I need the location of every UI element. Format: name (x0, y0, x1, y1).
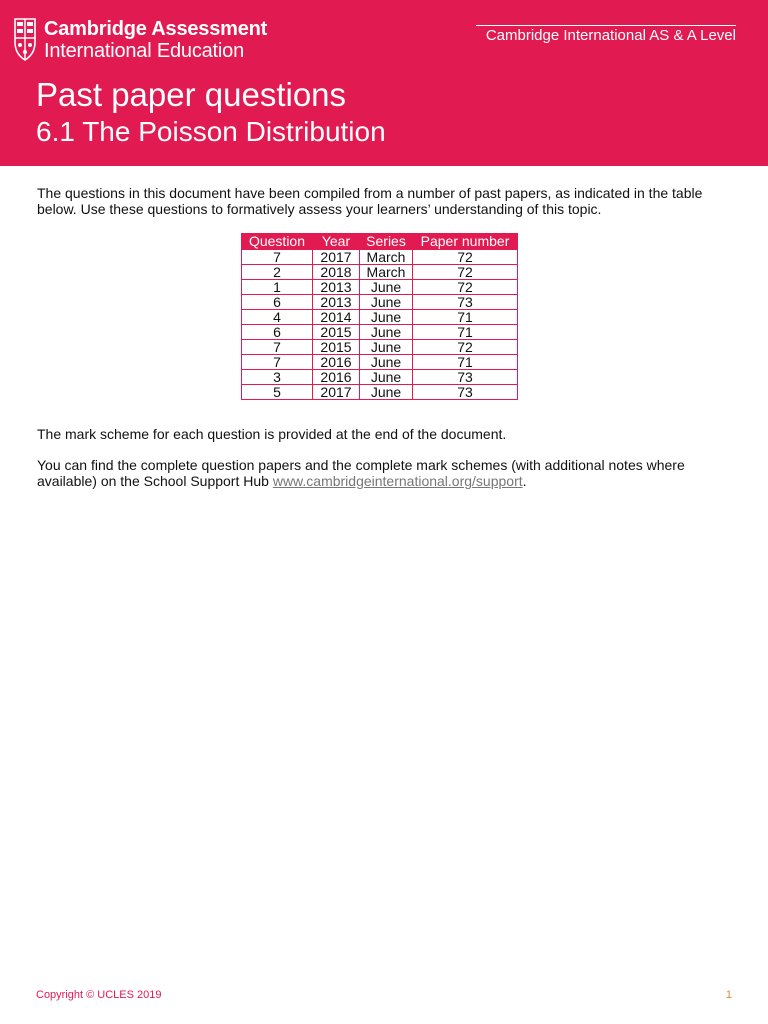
cell-year: 2015 (313, 340, 360, 355)
cell-series: June (360, 355, 413, 370)
table-row (242, 310, 518, 325)
table-row (242, 265, 518, 280)
support-hub-link[interactable]: www.cambridgeinternational.org/support (272, 473, 523, 489)
cell-series: June (360, 295, 413, 310)
table-header-row (242, 234, 518, 250)
cell-year: 2016 (313, 370, 360, 385)
header-banner (0, 0, 768, 166)
logo-org-line1: Cambridge Assessment (44, 18, 268, 40)
cell-question: 6 (242, 295, 313, 310)
cambridge-shield-icon (14, 18, 36, 62)
cell-paper-number: 72 (413, 340, 518, 355)
header-rule (476, 25, 736, 26)
brand-qualification: Cambridge International AS & A Level (485, 27, 736, 44)
logo[interactable] (14, 18, 267, 62)
copyright-notice: Copyright © UCLES 2019 (36, 989, 162, 1001)
cell-paper-number: 72 (413, 280, 518, 295)
cell-paper-number: 72 (413, 265, 518, 280)
cell-series: June (360, 310, 413, 325)
table-row (242, 325, 518, 340)
header-series: Series (360, 234, 413, 250)
table-row (242, 385, 518, 400)
cell-paper-number: 72 (413, 250, 518, 265)
table-row (242, 250, 518, 265)
cell-series: June (360, 340, 413, 355)
page-number: 1 (725, 989, 732, 1001)
table-row (242, 280, 518, 295)
cell-paper-number: 73 (413, 295, 518, 310)
intro-paragraph: The questions in this document have been compiled from a number of past papers, as indicated in the table below. Use these questions to formatively assess your learners’ understanding of this topic. (37, 185, 703, 217)
cell-year: 2013 (313, 295, 360, 310)
cell-series: June (360, 280, 413, 295)
questions-table (241, 233, 518, 400)
cell-series: June (360, 325, 413, 340)
table-row (242, 340, 518, 355)
header-paper-number: Paper number (413, 234, 518, 250)
cell-series: June (360, 385, 413, 400)
support-text-end: . (522, 473, 527, 489)
support-text: You can find the complete question papers and the complete mark schemes (with additional notes where available) on the School Support Hub (37, 457, 685, 489)
table-row (242, 295, 518, 310)
cell-question: 7 (242, 340, 313, 355)
header-question: Question (242, 234, 313, 250)
table-row (242, 370, 518, 385)
cell-year: 2017 (313, 385, 360, 400)
cell-series: March (360, 250, 413, 265)
mark-scheme-note: The mark scheme for each question is provided at the end of the document. (37, 426, 507, 442)
cell-paper-number: 73 (413, 370, 518, 385)
cell-question: 3 (242, 370, 313, 385)
support-paragraph (37, 457, 737, 489)
cell-year: 2018 (313, 265, 360, 280)
cell-question: 6 (242, 325, 313, 340)
cell-question: 4 (242, 310, 313, 325)
cell-question: 1 (242, 280, 313, 295)
cell-paper-number: 71 (413, 325, 518, 340)
cell-question: 7 (242, 250, 313, 265)
cell-question: 5 (242, 385, 313, 400)
cell-question: 7 (242, 355, 313, 370)
cell-series: March (360, 265, 413, 280)
cell-series: June (360, 370, 413, 385)
table-row (242, 355, 518, 370)
cell-year: 2017 (313, 250, 360, 265)
cell-paper-number: 71 (413, 355, 518, 370)
cell-paper-number: 71 (413, 310, 518, 325)
cell-year: 2014 (313, 310, 360, 325)
logo-org-line2: International Education (44, 40, 244, 62)
cell-year: 2016 (313, 355, 360, 370)
cell-question: 2 (242, 265, 313, 280)
page-subtitle: 6.1 The Poisson Distribution (36, 116, 386, 147)
cell-paper-number: 73 (413, 385, 518, 400)
cell-year: 2015 (313, 325, 360, 340)
header-year: Year (313, 234, 360, 250)
cell-year: 2013 (313, 280, 360, 295)
page-title: Past paper questions (36, 76, 347, 113)
